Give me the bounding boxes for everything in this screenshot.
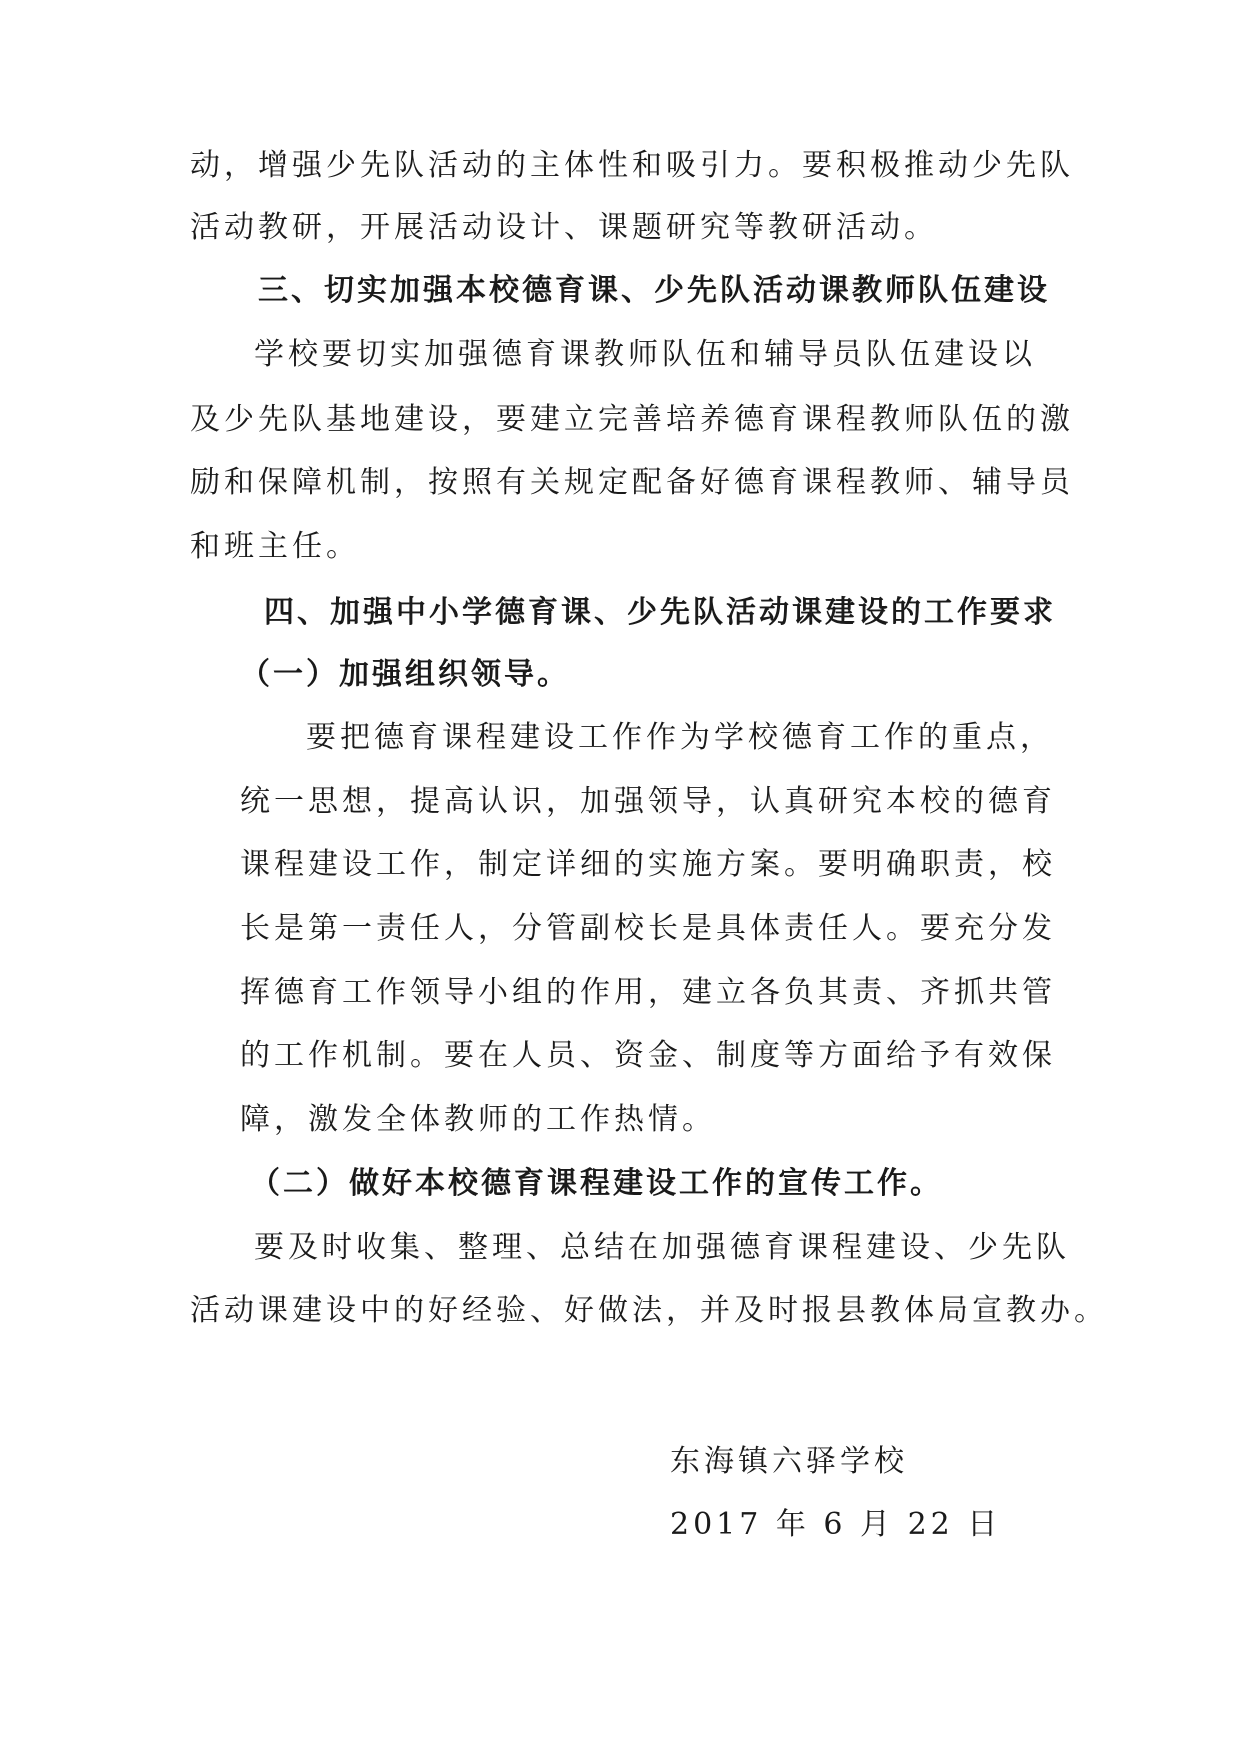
signature-date: 2017 年 6 月 22 日: [670, 1507, 1002, 1542]
section-heading: 三、切实加强本校德育课、少先队活动课教师队伍建设: [258, 273, 1050, 308]
subsection-heading: （一）加强组织领导。: [240, 657, 570, 692]
body-line: 要及时收集、整理、总结在加强德育课程建设、少先队: [254, 1230, 1070, 1265]
body-line: 障，激发全体教师的工作热情。: [240, 1102, 716, 1137]
body-line: 的工作机制。要在人员、资金、制度等方面给予有效保: [240, 1038, 1056, 1073]
body-line: 活动课建设中的好经验、好做法，并及时报县教体局宣教办。: [190, 1293, 1108, 1328]
body-line: 统一思想，提高认识，加强领导，认真研究本校的德育: [240, 784, 1056, 819]
body-line: 励和保障机制，按照有关规定配备好德育课程教师、辅导员: [190, 465, 1074, 500]
subsection-heading: （二）做好本校德育课程建设工作的宣传工作。: [250, 1166, 943, 1201]
body-line: 要把德育课程建设工作作为学校德育工作的重点，: [306, 720, 1054, 755]
body-line: 及少先队基地建设，要建立完善培养德育课程教师队伍的激: [190, 402, 1074, 437]
body-line: 活动教研，开展活动设计、课题研究等教研活动。: [190, 210, 938, 245]
body-line: 学校要切实加强德育课教师队伍和辅导员队伍建设以: [254, 337, 1036, 372]
body-line: 挥德育工作领导小组的作用，建立各负其责、齐抓共管: [240, 975, 1056, 1010]
body-line: 和班主任。: [190, 529, 360, 564]
section-heading: 四、加强中小学德育课、少先队活动课建设的工作要求: [264, 595, 1056, 630]
signature-organization: 东海镇六驿学校: [670, 1444, 908, 1479]
body-line: 长是第一责任人，分管副校长是具体责任人。要充分发: [240, 911, 1056, 946]
body-line: 动，增强少先队活动的主体性和吸引力。要积极推动少先队: [190, 148, 1074, 183]
body-line: 课程建设工作，制定详细的实施方案。要明确职责，校: [240, 847, 1056, 882]
